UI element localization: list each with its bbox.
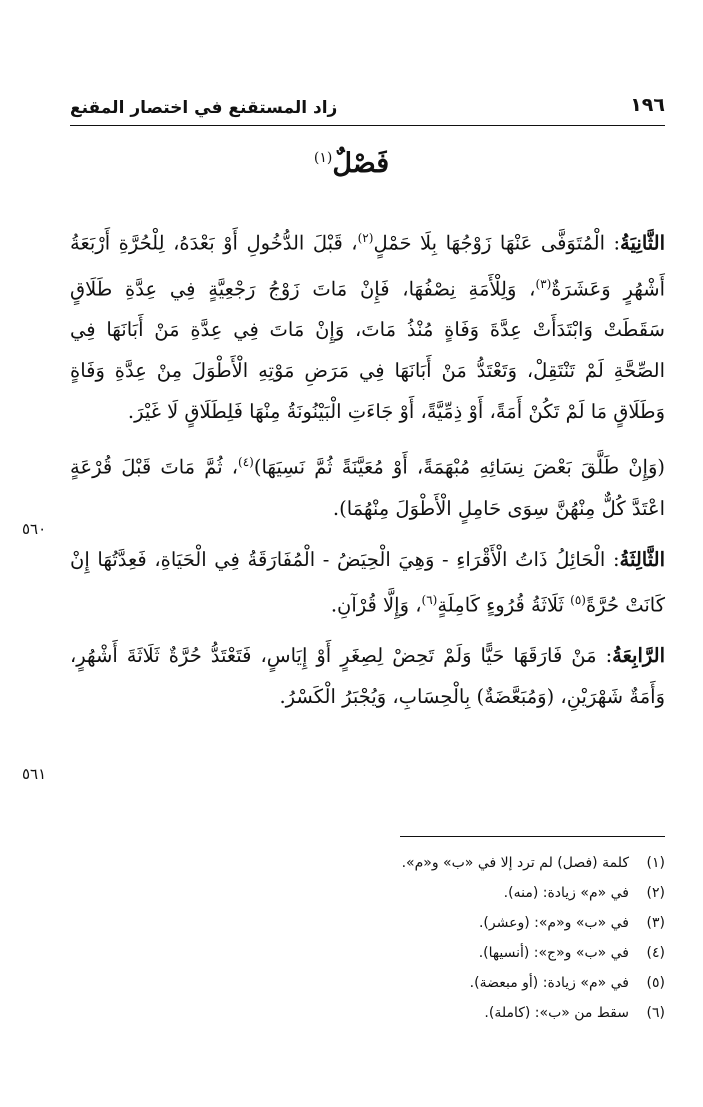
footnotes xyxy=(70,848,665,1028)
margin-line-number: ٥٦١ xyxy=(22,765,47,783)
paragraph-lead: الثَّانِيَةُ xyxy=(620,231,665,255)
paragraph-lead: الثَّالِثَةُ xyxy=(619,547,665,571)
paragraph-fourth xyxy=(70,635,665,717)
footnote-ref: (٥) xyxy=(570,592,586,607)
footnote-text: سقط من «ب»: (كاملة). xyxy=(484,1005,629,1021)
footnote-ref: (٤) xyxy=(238,455,254,469)
text-segment: : الْمُتَوَفَّى عَنْهَا زَوْجُهَا بِلَا حَمْلٍ xyxy=(373,231,621,255)
footnote-text: كلمة (فصل) لم ترد إلا في «ب» و«م». xyxy=(401,855,629,871)
page-header xyxy=(70,94,665,128)
footnote-text: في «ب» و«م»: (وعشر). xyxy=(478,915,629,931)
chapter-title-text: فَصْلٌ xyxy=(332,148,390,179)
footnote-item xyxy=(70,938,665,968)
footnote-number: (٥) xyxy=(646,975,665,991)
paragraph-second xyxy=(70,218,665,432)
text-segment: ، وَإِلَّا قُرْآنِ. xyxy=(330,593,422,616)
footnote-text: في «م» زيادة: (منه). xyxy=(503,885,629,901)
footnote-item xyxy=(70,998,665,1028)
chapter-footnote-ref: (١) xyxy=(313,150,333,166)
margin-line-number: ٥٦٠ xyxy=(22,520,47,538)
chapter-title xyxy=(0,148,703,179)
footnote-item xyxy=(70,968,665,998)
text-segment: ثَلَاثَةُ قُرُوءٍ كَامِلَةٍ xyxy=(437,593,571,616)
header-divider xyxy=(70,125,665,126)
paragraph-lead: الرَّابِعَةُ xyxy=(612,644,665,667)
footnote-item xyxy=(70,908,665,938)
book-title: زاد المستقنع في اختصار المقنع xyxy=(70,98,338,118)
footnote-number: (٣) xyxy=(646,915,665,931)
footnote-number: (٦) xyxy=(646,1005,665,1021)
text-segment: : مَنْ فَارَقَهَا حَيًّا وَلَمْ تَحِضْ لِصِغَرٍ أَوْ إِيَاسٍ، فَتَعْتَدُّ حُرَّةٌ ثَلَاثَةَ أَشْهُرٍ، وَأَمَةٌ شَهْرَيْنِ، (وَمُبَعَّضَةٌ) بِالْحِسَابِ، وَيُجْبَرُ الْكَسْرُ. xyxy=(70,644,665,708)
text-segment: : الْحَائِلُ ذَاتُ الْأَقْرَاءِ - وَهِيَ الْحِيَضُ - الْمُفَارَقَةُ فِي الْحَيَاةِ، فَعِدَّتُهَا إِنْ كَانَتْ حُرَّةً xyxy=(70,547,665,616)
main-text xyxy=(70,218,665,727)
footnote-text: في «ب» و«ج»: (أنسيها). xyxy=(478,945,629,961)
footnote-ref: (٦) xyxy=(421,592,438,607)
paragraph-third xyxy=(70,539,665,626)
paragraph-divorce-unspecified xyxy=(70,442,665,529)
footnote-text: في «م» زيادة: (أو مبعضة). xyxy=(469,975,629,991)
footnote-divider xyxy=(400,836,665,837)
page-number: ١٩٦ xyxy=(630,94,665,116)
footnote-item xyxy=(70,848,665,878)
footnote-ref: (٢) xyxy=(357,231,374,245)
footnote-number: (٤) xyxy=(646,945,665,961)
footnote-number: (١) xyxy=(646,855,665,871)
footnote-item xyxy=(70,878,665,908)
footnote-number: (٢) xyxy=(646,885,665,901)
text-segment: (وَإِنْ طَلَّقَ بَعْضَ نِسَائِهِ مُبْهَمَةً، أَوْ مُعَيَّنَةً ثُمَّ نَسِيَهَا) xyxy=(253,455,665,479)
text-segment: ، وَلِلْأَمَةِ نِصْفُهَا، فَإِنْ مَاتَ زَوْجُ رَجْعِيَّةٍ فِي عِدَّةِ طَلَاقٍ سَقَطَتْ وَابْتَدَأَتْ عِدَّةَ وَفَاةٍ مُنْذُ مَاتَ، وَإِنْ مَاتَ فِي عِدَّةِ مَنْ أَبَانَهَا فِي الصِّحَّةِ لَمْ تَنْتَقِلْ، وَتَعْتَدُّ مَنْ أَبَانَهَا فِي مَرَضِ مَوْتِهِ الْأَطْوَلَ مِنْ عِدَّةِ وَفَاةٍ وَطَلَاقٍ مَا لَمْ تَكُنْ أَمَةً، أَوْ ذِمِّيَّةً، أَوْ جَاءَتِ الْبَيْنُونَةُ مِنْهَا فَلِطَلَاقٍ لَا غَيْرَ. xyxy=(70,277,665,423)
footnote-ref: (٣) xyxy=(535,276,552,291)
text-segment: ، قَبْلَ الدُّخُولِ أَوْ بَعْدَهُ، لِلْحُرَّةِ أَرْبَعَةُ أَشْهُرٍ وَعَشَرَةٌ xyxy=(70,231,665,300)
text-segment: ، ثُمَّ مَاتَ قَبْلَ قُرْعَةٍ اعْتَدَّ كُلٌّ مِنْهُنَّ سِوَى حَامِلٍ الْأَطْوَلَ مِنْهُمَا). xyxy=(70,455,665,520)
